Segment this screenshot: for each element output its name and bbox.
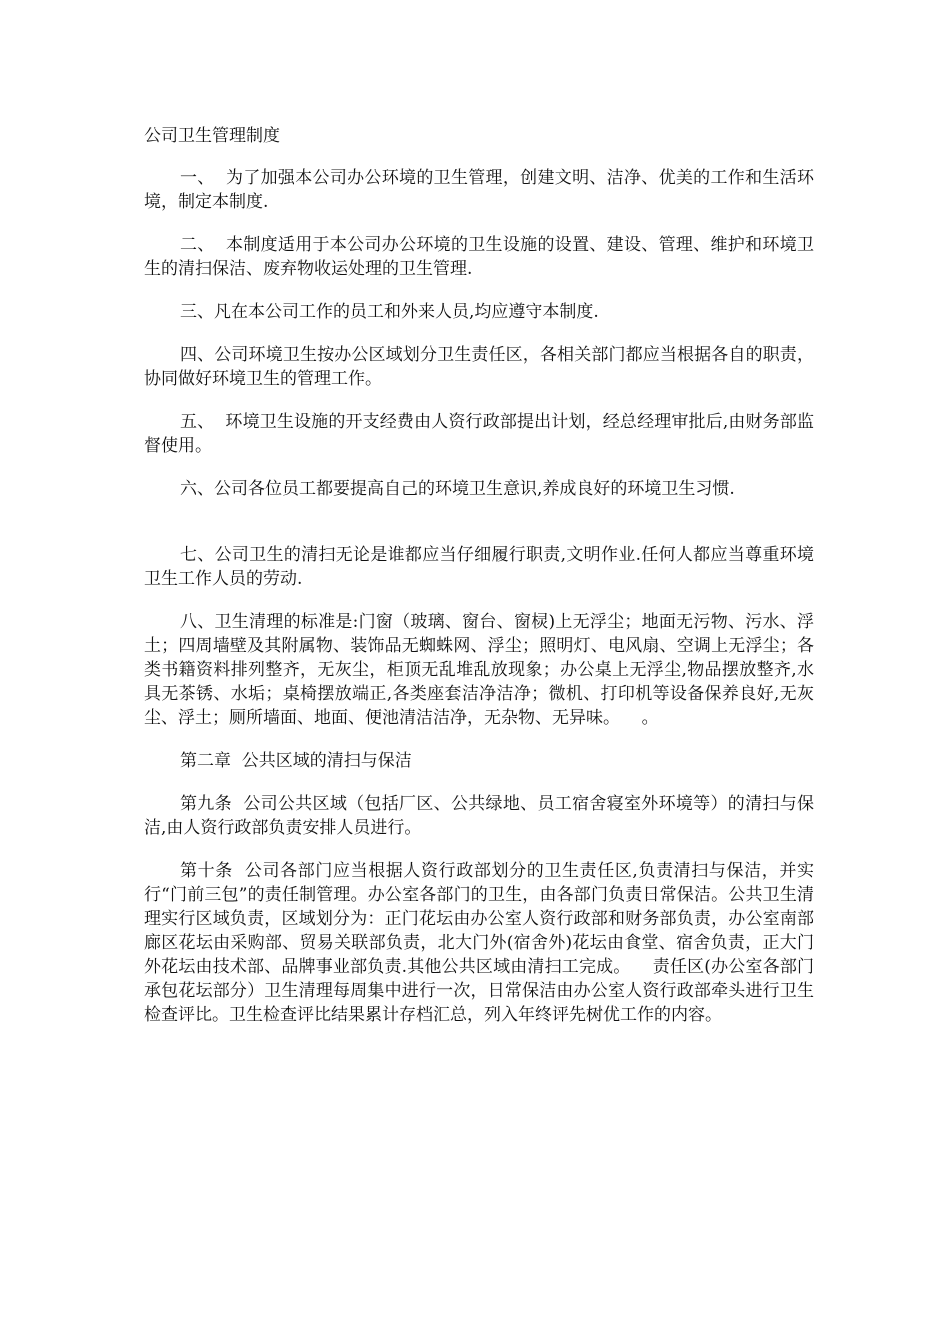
paragraph-1: 一、 为了加强本公司办公环境的卫生管理，创建文明、洁净、优美的工作和生活环境，制定本制度. — [144, 168, 814, 212]
paragraph-6: 六、公司各位员工都要提高自己的环境卫生意识,养成良好的环境卫生习惯. — [180, 479, 735, 499]
article-9: 第九条 公司公共区域（包括厂区、公共绿地、员工宿舍寝室外环境等）的清扫与保洁,由人资行政部负责安排人员进行。 — [144, 794, 814, 838]
document-page — [144, 124, 814, 1046]
paragraph-3: 三、凡在本公司工作的员工和外来人员,均应遵守本制度. — [180, 302, 599, 322]
paragraph-8: 八、卫生清理的标准是:门窗（玻璃、窗台、窗棂)上无浮尘；地面无污物、污水、浮土；四周墙壁及其附属物、装饰品无蜘蛛网、浮尘；照明灯、电风扇、空调上无浮尘；各类书籍资料排列整齐，无灰尘，柜顶无乱堆乱放现象；办公桌上无浮尘,物品摆放整齐,水具无茶锈、水垢；桌椅摆放端正,各类座套洁净洁净；微机、打印机等设备保养良好,无灰尘、浮土；厕所墙面、地面、便池清洁洁净，无杂物、无异味。 。 — [144, 612, 814, 728]
chapter-heading: 第二章 公共区域的清扫与保洁 — [180, 751, 412, 771]
paragraph-2: 二、 本制度适用于本公司办公环境的卫生设施的设置、建设、管理、维护和环境卫生的清扫保洁、废弃物收运处理的卫生管理. — [144, 235, 814, 279]
paragraph-4: 四、公司环境卫生按办公区域划分卫生责任区，各相关部门都应当根据各自的职责，协同做好环境卫生的管理工作。 — [144, 345, 814, 389]
document-title: 公司卫生管理制度 — [144, 126, 280, 146]
article-10: 第十条 公司各部门应当根据人资行政部划分的卫生责任区,负责清扫与保洁，并实行“门前三包”的责任制管理。办公室各部门的卫生，由各部门负责日常保洁。公共卫生清理实行区域负责，区域划分为：正门花坛由办公室人资行政部和财务部负责，办公室南部廊区花坛由采购部、贸易关联部负责，北大门外(宿舍外)花坛由食堂、宿舍负责，正大门外花坛由技术部、品牌事业部负责.其他公共区域由清扫工完成。 责任区(办公室各部门承包花坛部分）卫生清理每周集中进行一次，日常保洁由办公室人资行政部牵头进行卫生检查评比。卫生检查评比结果累计存档汇总，列入年终评先树优工作的内容。 — [144, 861, 814, 1025]
paragraph-5: 五、 环境卫生设施的开支经费由人资行政部提出计划，经总经理审批后,由财务部监督使用。 — [144, 412, 814, 456]
paragraph-7: 七、公司卫生的清扫无论是谁都应当仔细履行职责,文明作业.任何人都应当尊重环境卫生工作人员的劳动. — [144, 545, 814, 589]
